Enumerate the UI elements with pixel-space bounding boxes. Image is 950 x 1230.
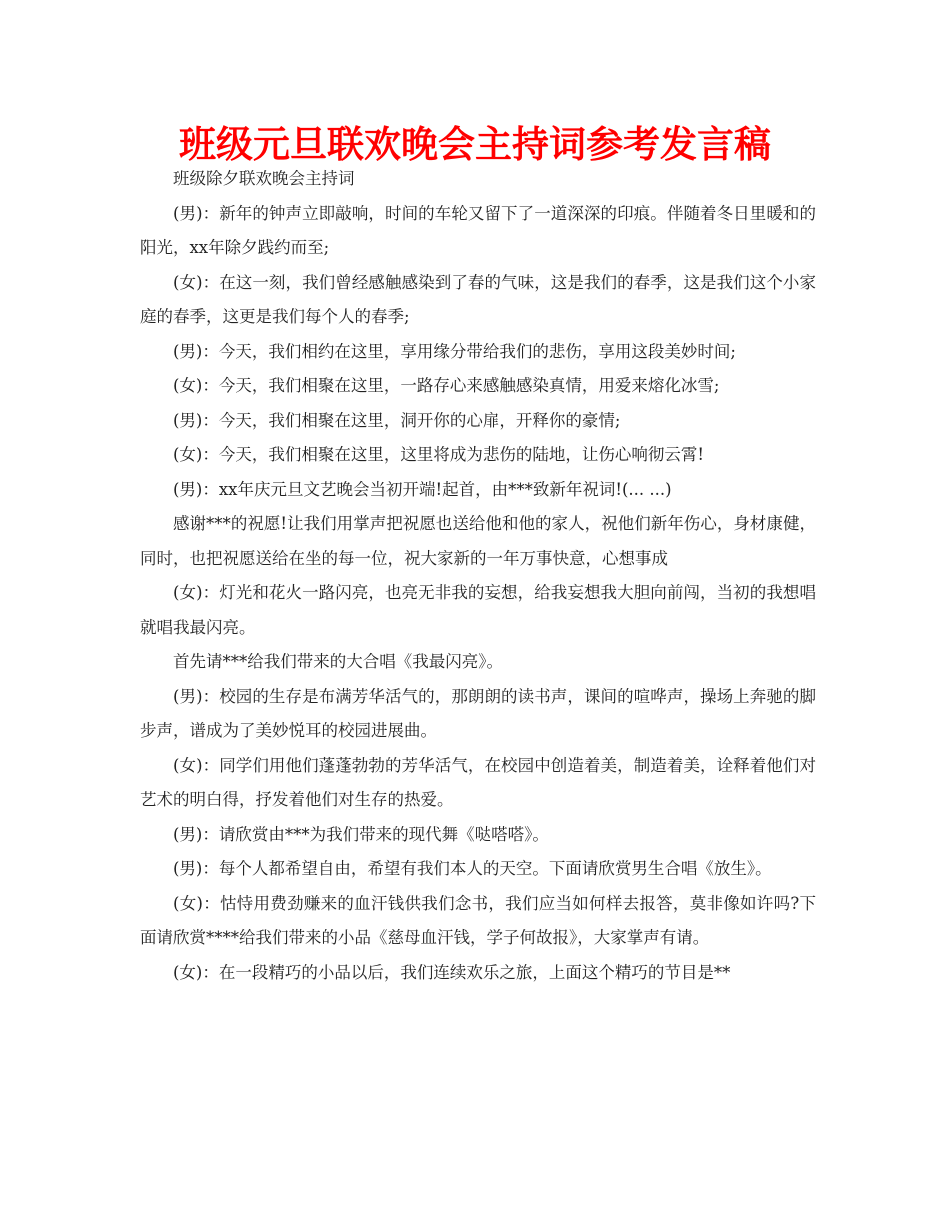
document-body — [140, 162, 816, 990]
paragraph: (男)：校园的生存是布满芳华活气的，那朗朗的读书声，课间的喧哗声，操场上奔驰的脚步声，谱成为了美妙悦耳的校园进展曲。 — [140, 686, 816, 740]
paragraph: (女)：在一段精巧的小品以后，我们连续欢乐之旅，上面这个精巧的节目是** — [173, 962, 731, 982]
paragraph: 班级除夕联欢晚会主持词 — [173, 169, 355, 188]
paragraph: (女)：今天，我们相聚在这里，一路存心来感触感染真情，用爱来熔化冰雪; — [173, 376, 720, 395]
paragraph: (男)：每个人都希望自由，希望有我们本人的天空。下面请欣赏男生合唱《放生》。 — [173, 859, 772, 878]
paragraph: 感谢***的祝愿!让我们用掌声把祝愿也送给他和他的家人，祝他们新年伤心，身材康健，同时，也把祝愿送给在坐的每一位，祝大家新的一年万事快意，心想事成 — [140, 514, 816, 568]
document-title: 班级元旦联欢晚会主持词参考发言稿 — [179, 122, 771, 166]
paragraph: (女)：在这一刻，我们曾经感触感染到了春的气味，这是我们的春季，这是我们这个小家庭的春季，这更是我们每个人的春季; — [140, 272, 816, 326]
paragraph: (男)：今天，我们相约在这里，享用缘分带给我们的悲伤，享用这段美妙时间; — [173, 341, 736, 361]
paragraph: (男)：xx年庆元旦文艺晚会当初开端!起首，由***致新年祝词!(... ...) — [173, 479, 672, 499]
paragraph: (男)：请欣赏由***为我们带来的现代舞《哒嗒嗒》。 — [173, 824, 549, 844]
paragraph: (女)：今天，我们相聚在这里，这里将成为悲伤的陆地，让伤心响彻云霄! — [173, 445, 705, 464]
paragraph: (女)：同学们用他们蓬蓬勃勃的芳华活气，在校园中创造着美，制造着美，诠释着他们对艺术的明白得，抒发着他们对生存的热爱。 — [140, 755, 816, 809]
paragraph: (男)：今天，我们相聚在这里，洞开你的心扉，开释你的豪情; — [173, 410, 621, 430]
paragraph: (女)：怙恃用费劲赚来的血汗钱供我们念书，我们应当如何样去报答，莫非像如许吗?下面请欣赏****给我们带来的小品《慈母血汗钱，学子何故报》，大家掌声有请。 — [140, 893, 816, 947]
paragraph: (男)：新年的钟声立即敲响，时间的车轮又留下了一道深深的印痕。伴随着冬日里暖和的阳光，xx年除夕践约而至; — [140, 203, 816, 257]
paragraph: (女)：灯光和花火一路闪亮，也亮无非我的妄想，给我妄想我大胆向前闯，当初的我想唱就唱我最闪亮。 — [140, 583, 816, 637]
paragraph: 首先请***给我们带来的大合唱《我最闪亮》。 — [173, 652, 503, 671]
